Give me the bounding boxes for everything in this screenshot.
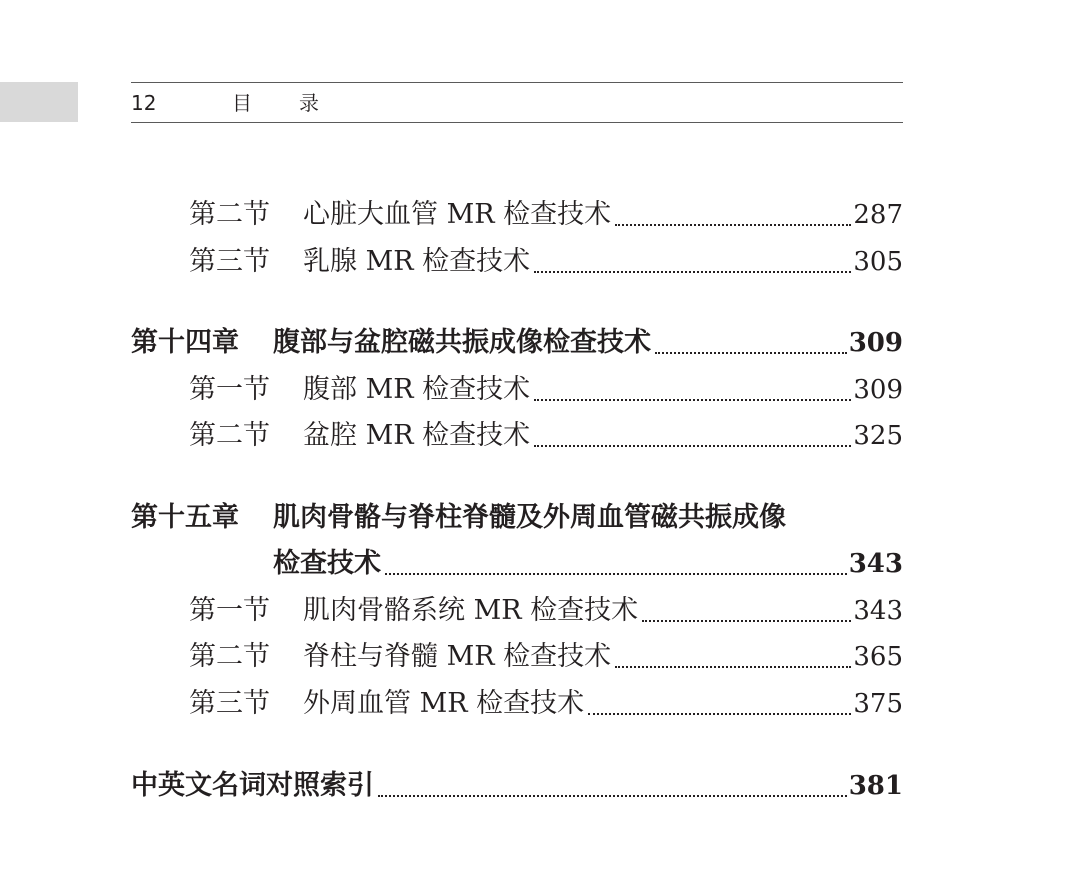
section-label: 第一节 <box>189 595 270 626</box>
toc-section-entry <box>131 637 903 677</box>
section-title: 脊柱与脊髓 MR 检查技术 <box>303 641 612 672</box>
running-header <box>131 86 903 120</box>
leader-dots <box>385 573 847 575</box>
page-number: 375 <box>853 689 903 719</box>
header-top-rule <box>131 82 903 83</box>
section-label: 第三节 <box>189 688 270 719</box>
page-number: 325 <box>853 421 903 451</box>
section-label: 第一节 <box>189 374 270 405</box>
section-title: 腹部 MR 检查技术 <box>303 374 531 405</box>
page-number: 309 <box>848 328 903 358</box>
section-title: 乳腺 MR 检查技术 <box>303 246 531 277</box>
toc-section-entry <box>131 591 903 631</box>
leader-dots <box>588 713 851 715</box>
leader-dots <box>615 224 851 226</box>
chapter-label: 第十五章 <box>131 502 239 533</box>
page-number: 287 <box>853 200 903 230</box>
page-number: 305 <box>853 247 903 277</box>
section-label: 第三节 <box>189 246 270 277</box>
page-number: 365 <box>853 642 903 672</box>
toc-section-entry <box>131 195 903 235</box>
leader-dots <box>615 666 851 668</box>
page-number: 343 <box>848 549 903 579</box>
leader-dots <box>642 620 851 622</box>
toc-chapter-continuation <box>131 544 903 584</box>
leader-dots <box>534 445 851 447</box>
header-title-char-1: 目 <box>232 91 252 115</box>
chapter-title-continuation: 检查技术 <box>273 548 381 579</box>
leader-dots <box>378 795 847 797</box>
header-bottom-rule <box>131 122 903 123</box>
header-title-char-2: 录 <box>299 91 319 115</box>
page-number: 309 <box>853 375 903 405</box>
toc-section-entry <box>131 242 903 282</box>
header-page-number: 12 <box>131 91 157 115</box>
section-title: 外周血管 MR 检查技术 <box>303 688 585 719</box>
toc-section-entry <box>131 416 903 456</box>
chapter-title: 腹部与盆腔磁共振成像检查技术 <box>273 327 651 358</box>
index-title: 中英文名词对照索引 <box>131 770 374 801</box>
section-label: 第二节 <box>189 420 270 451</box>
toc-chapter-entry <box>131 498 786 538</box>
chapter-title: 肌肉骨骼与脊柱脊髓及外周血管磁共振成像 <box>273 502 786 533</box>
toc-index-entry <box>131 766 903 806</box>
section-title: 盆腔 MR 检查技术 <box>303 420 531 451</box>
toc-section-entry <box>131 684 903 724</box>
page-number: 381 <box>848 771 903 801</box>
leader-dots <box>655 352 847 354</box>
leader-dots <box>534 271 851 273</box>
chapter-label: 第十四章 <box>131 327 239 358</box>
section-label: 第二节 <box>189 641 270 672</box>
section-title: 心脏大血管 MR 检查技术 <box>303 199 612 230</box>
page-edge-tab <box>0 82 78 122</box>
toc-chapter-entry <box>131 323 903 363</box>
leader-dots <box>534 399 851 401</box>
section-title: 肌肉骨骼系统 MR 检查技术 <box>303 595 639 626</box>
page-number: 343 <box>853 596 903 626</box>
section-label: 第二节 <box>189 199 270 230</box>
toc-section-entry <box>131 370 903 410</box>
